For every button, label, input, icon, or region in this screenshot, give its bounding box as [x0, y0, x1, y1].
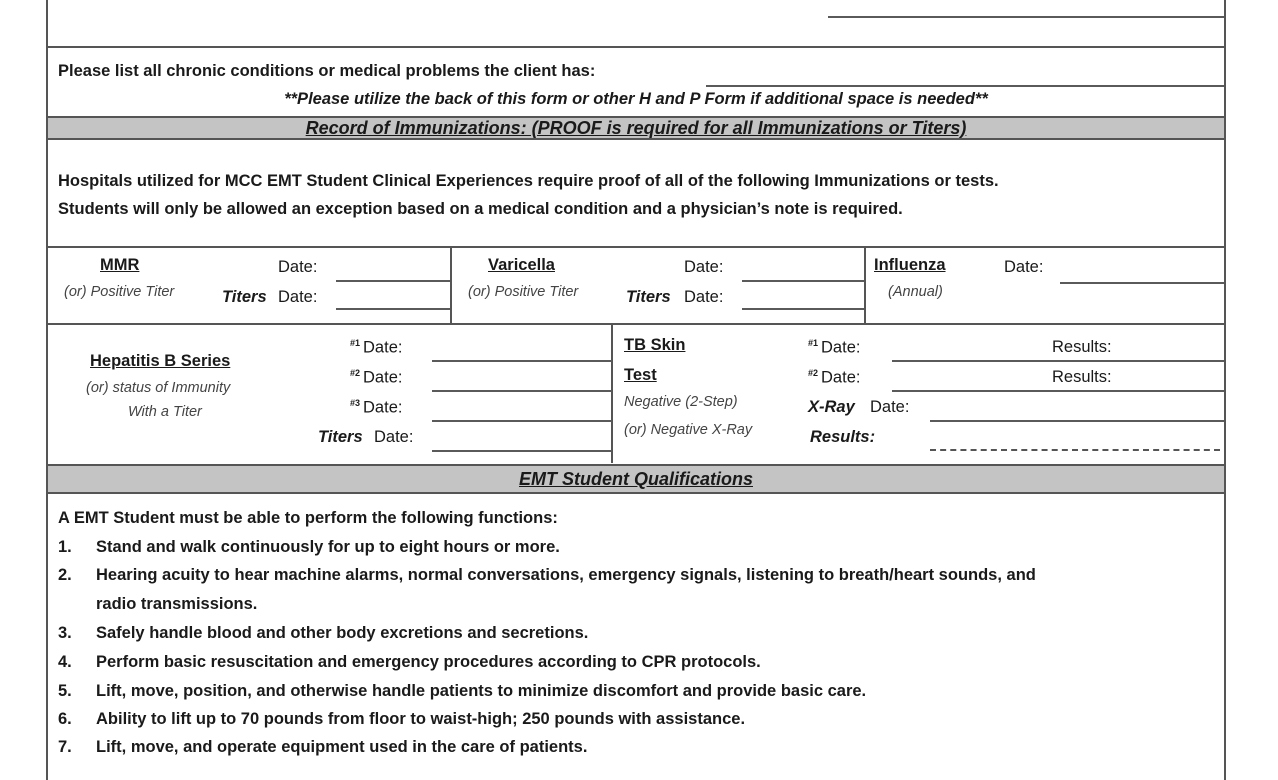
tb-subtitle-1: Negative (2-Step) [624, 394, 738, 410]
divider [450, 246, 452, 324]
hepb-subtitle-2: With a Titer [128, 404, 202, 420]
tb-test1-field[interactable] [892, 360, 1224, 362]
hepb-dose1-label: $^{\#1}$ Date: [350, 338, 403, 357]
medications-prompt [58, 0, 699, 1]
hepb-dose1-date-field[interactable] [432, 360, 612, 362]
medications-answer-line[interactable] [828, 16, 1224, 18]
qualification-item-2: 2. Hearing acuity to hear machine alarms, normal conversations, emergency signals, listening to breath/heart sounds, and [58, 566, 1036, 584]
mmr-titers-label: Titers [222, 288, 267, 306]
hepb-dose3-label: $^{\#3}$ Date: [350, 398, 403, 417]
qualification-item-2-continued: radio transmissions. [96, 595, 258, 613]
immunizations-intro-line1: Hospitals utilized for MCC EMT Student Clinical Experiences require proof of all of the following Immunizations or tests. [58, 172, 999, 190]
qualification-item-5: 5. Lift, move, position, and otherwise handle patients to minimize discomfort and provide basic care. [58, 682, 867, 700]
hepb-titers-date-label: Date: [374, 428, 414, 446]
additional-space-note: **Please utilize the back of this form or other H and P Form if additional space is needed** [284, 90, 988, 108]
immunizations-intro-line2: Students will only be allowed an exception based on a medical condition and a physician’s note is required. [58, 200, 903, 218]
qualification-item-4: 4. Perform basic resuscitation and emergency procedures according to CPR protocols. [58, 653, 761, 671]
influenza-title: Influenza [874, 256, 946, 274]
varicella-titers-date-label: Date: [684, 288, 724, 306]
tb-xray-results-field[interactable] [930, 449, 1220, 451]
hepb-titers-date-field[interactable] [432, 450, 612, 452]
divider [48, 246, 1224, 248]
tb-xray-date-field[interactable] [930, 420, 1224, 422]
mmr-titers-date-label: Date: [278, 288, 318, 306]
qualifications-intro: A EMT Student must be able to perform the following functions: [58, 509, 558, 527]
qualification-item-3: 3. Safely handle blood and other body excretions and secretions. [58, 624, 589, 642]
hepb-subtitle-1: (or) status of Immunity [86, 380, 231, 396]
tb-test1-results-label: Results: [1052, 338, 1112, 356]
qualifications-section-header: EMT Student Qualifications [48, 464, 1224, 494]
tb-title-2: Test [624, 366, 657, 384]
tb-test2-results-label: Results: [1052, 368, 1112, 386]
mmr-date-label: Date: [278, 258, 318, 276]
varicella-subtitle: (or) Positive Titer [468, 284, 579, 300]
influenza-date-field[interactable] [1060, 282, 1224, 284]
varicella-title: Varicella [488, 256, 555, 274]
mmr-subtitle: (or) Positive Titer [64, 284, 175, 300]
hepb-titers-label: Titers [318, 428, 363, 446]
mmr-titers-date-field[interactable] [336, 308, 450, 310]
mmr-date-field[interactable] [336, 280, 450, 282]
chronic-conditions-prompt: Please list all chronic conditions or medical problems the client has: [58, 62, 596, 80]
tb-test2-field[interactable] [892, 390, 1224, 392]
health-form-page [46, 0, 1226, 780]
qualification-item-7: 7. Lift, move, and operate equipment used in the care of patients. [58, 738, 588, 756]
hepb-dose3-date-field[interactable] [432, 420, 612, 422]
tb-xray-results-label: Results: [810, 428, 876, 446]
varicella-titers-label: Titers [626, 288, 671, 306]
varicella-date-label: Date: [684, 258, 724, 276]
hepb-dose2-label: $^{\#2}$ Date: [350, 368, 403, 387]
divider [611, 323, 613, 463]
tb-test1-label: $^{\#1}$ Date: [808, 338, 861, 357]
chronic-conditions-answer-line[interactable] [706, 85, 1224, 87]
mmr-title: MMR [100, 256, 140, 274]
influenza-subtitle: (Annual) [888, 284, 943, 300]
tb-xray-label: X-Ray [808, 398, 855, 416]
tb-test2-label: $^{\#2}$ Date: [808, 368, 861, 387]
tb-xray-date-label: Date: [870, 398, 910, 416]
influenza-date-label: Date: [1004, 258, 1044, 276]
divider [864, 246, 866, 324]
qualification-item-1: 1. Stand and walk continuously for up to eight hours or more. [58, 538, 560, 556]
hepb-title: Hepatitis B Series [90, 352, 231, 370]
varicella-date-field[interactable] [742, 280, 864, 282]
divider [48, 323, 1224, 325]
hepb-dose2-date-field[interactable] [432, 390, 612, 392]
divider [48, 46, 1224, 48]
immunizations-section-header: Record of Immunizations: (PROOF is required for all Immunizations or Titers) [48, 116, 1224, 140]
tb-title-1: TB Skin [624, 336, 686, 354]
varicella-titers-date-field[interactable] [742, 308, 864, 310]
qualification-item-6: 6. Ability to lift up to 70 pounds from floor to waist-high; 250 pounds with assistance. [58, 710, 746, 728]
tb-subtitle-2: (or) Negative X-Ray [624, 422, 753, 438]
